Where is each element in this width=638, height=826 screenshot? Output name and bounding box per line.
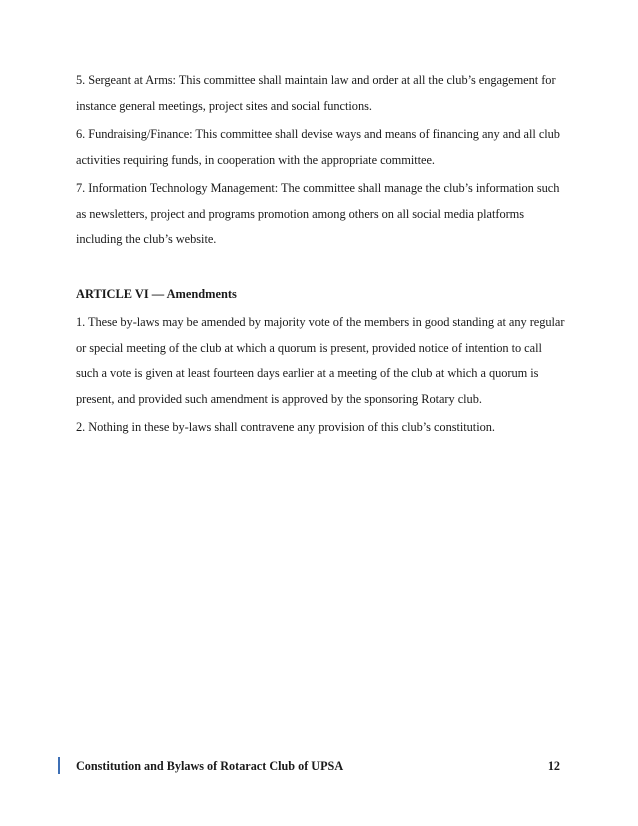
paragraph-it-management: 7. Information Technology Management: The committee shall manage the club’s information such as newsletters, project and programs promotion among others on all social media platforms including the club’s website. [76, 181, 560, 246]
footer-accent-bar [58, 757, 60, 774]
page-number: 12 [547, 759, 560, 773]
document-body [76, 68, 566, 444]
paragraph-sergeant-at-arms: 5. Sergeant at Arms: This committee shall maintain law and order at all the club’s engagement for instance general meetings, project sites and social functions. [76, 73, 556, 113]
paragraph-fundraising-finance: 6. Fundraising/Finance: This committee shall devise ways and means of financing any and all club activities requiring funds, in cooperation with the appropriate committee. [76, 127, 560, 167]
paragraph-amendment-procedure: 1. These by-laws may be amended by majority vote of the members in good standing at any regular or special meeting of the club at which a quorum is present, provided notice of intention to call such a vote is given at least fourteen days earlier at a meeting of the club at which a quorum is present, and provided such amendment is approved by the sponsoring Rotary club. [76, 315, 565, 406]
page-footer [58, 756, 560, 776]
paragraph-amendment-constraint: 2. Nothing in these by-laws shall contravene any provision of this club’s constitution. [76, 420, 495, 434]
article-heading: ARTICLE VI — Amendments [76, 286, 237, 301]
footer-title: Constitution and Bylaws of Rotaract Club of UPSA [76, 759, 344, 773]
